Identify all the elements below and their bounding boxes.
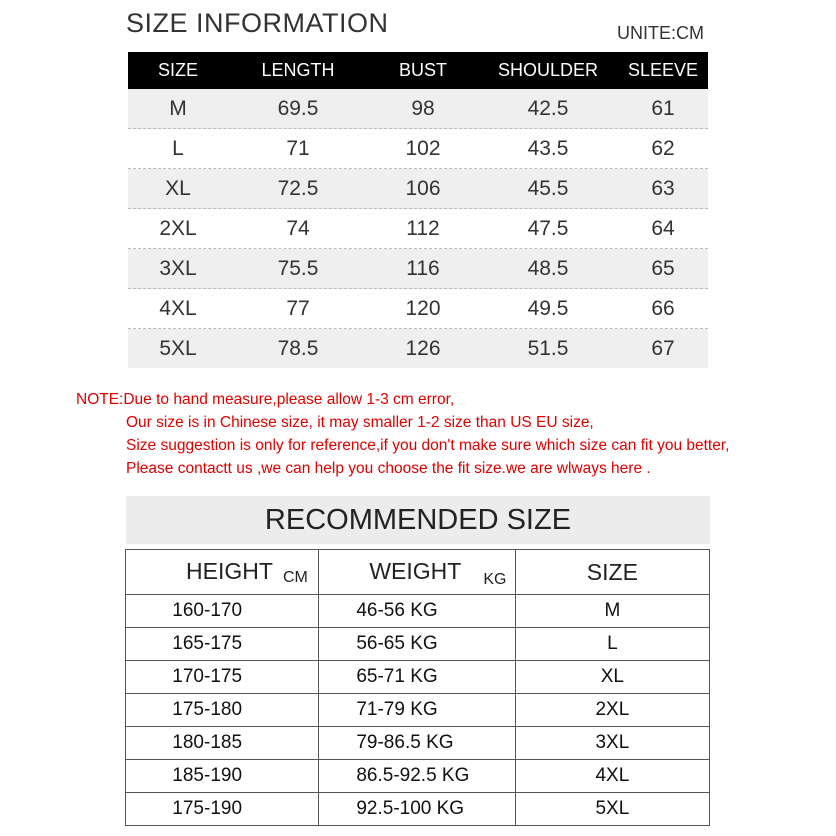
table-cell: L [515, 628, 709, 661]
table-cell: 106 [405, 176, 441, 200]
table-cell: 5XL [515, 793, 709, 826]
table-cell: 3XL [159, 256, 197, 280]
recommended-table-header [126, 550, 710, 595]
table-cell: XL [515, 661, 709, 694]
weight-header-label: WEIGHT [369, 558, 462, 584]
table-cell: 63 [651, 176, 675, 200]
table-row [126, 661, 710, 694]
table-cell: L [172, 136, 184, 160]
table-row [126, 727, 710, 760]
table-cell: 170-175 [126, 661, 319, 694]
table-row [126, 694, 710, 727]
column-header-bust: BUST [398, 60, 447, 80]
table-cell: 86.5-92.5 KG [319, 760, 515, 793]
table-cell: 65 [651, 256, 675, 280]
table-cell: 72.5 [277, 176, 319, 200]
table-row [128, 209, 708, 249]
table-cell: 66 [651, 296, 675, 320]
table-cell: 175-180 [126, 694, 319, 727]
table-cell: 79-86.5 KG [319, 727, 515, 760]
table-cell: 64 [651, 216, 675, 240]
table-cell: 48.5 [527, 256, 569, 280]
unit-label: UNITE:CM [617, 23, 704, 43]
note-line: Size suggestion is only for reference,if you don't make sure which size can fit you better, [126, 437, 730, 454]
table-row [128, 289, 708, 329]
table-cell: 47.5 [527, 216, 569, 240]
table-cell: 49.5 [527, 296, 569, 320]
table-cell: 51.5 [527, 336, 569, 360]
size-information-table [128, 52, 708, 368]
note-line: NOTE:Due to hand measure,please allow 1-3 cm error, [76, 391, 455, 408]
table-cell: 5XL [159, 336, 197, 360]
column-header-length: LENGTH [261, 60, 335, 80]
table-cell: 160-170 [126, 595, 319, 628]
table-cell: 77 [286, 296, 310, 320]
table-cell: 75.5 [277, 256, 319, 280]
recommended-size-title: RECOMMENDED SIZE [126, 496, 710, 544]
table-cell: 56-65 KG [319, 628, 515, 661]
column-header-size: SIZE [515, 550, 709, 595]
table-row [128, 129, 708, 169]
table-cell: 126 [405, 336, 441, 360]
table-cell: 120 [405, 296, 441, 320]
table-cell: 112 [406, 216, 440, 240]
table-row [126, 628, 710, 661]
table-cell: 71-79 KG [319, 694, 515, 727]
table-cell: 69.5 [277, 96, 319, 120]
note-line: Our size is in Chinese size, it may smaller 1-2 size than US EU size, [126, 414, 594, 431]
table-cell: 42.5 [527, 96, 569, 120]
height-header-label: HEIGHT [186, 558, 273, 584]
recommended-size-table [125, 549, 710, 826]
table-cell: 61 [651, 96, 675, 120]
table-cell: 67 [651, 336, 675, 360]
table-row [126, 793, 710, 826]
column-header-size: SIZE [157, 60, 198, 80]
table-row [128, 249, 708, 289]
table-row [126, 760, 710, 793]
table-cell: 2XL [159, 216, 197, 240]
table-cell: 116 [406, 256, 440, 280]
table-row [126, 595, 710, 628]
table-row [128, 329, 708, 368]
column-header-sleeve: SLEEVE [627, 60, 699, 80]
table-cell: XL [165, 176, 191, 200]
weight-unit-label: KG [483, 571, 507, 588]
note-block [76, 388, 729, 480]
table-cell: 78.5 [277, 336, 319, 360]
table-cell: 62 [651, 136, 675, 160]
table-cell: 3XL [515, 727, 709, 760]
table-cell: 165-175 [126, 628, 319, 661]
size-table-header [128, 52, 708, 89]
table-cell: M [515, 595, 709, 628]
note-line: Please contactt us ,we can help you choose the fit size.we are wlways here . [126, 460, 651, 477]
table-cell: 102 [405, 136, 441, 160]
height-unit-label: CM [283, 569, 308, 586]
table-cell: 4XL [515, 760, 709, 793]
table-cell: 74 [286, 216, 310, 240]
table-row [128, 169, 708, 209]
table-cell: 92.5-100 KG [319, 793, 515, 826]
size-information-title: SIZE INFORMATION [126, 8, 389, 38]
table-cell: 65-71 KG [319, 661, 515, 694]
table-cell: 185-190 [126, 760, 319, 793]
column-header-shoulder: SHOULDER [497, 60, 599, 80]
table-cell: 98 [411, 96, 435, 120]
table-cell: 43.5 [527, 136, 569, 160]
table-cell: M [169, 96, 187, 120]
table-cell: 2XL [515, 694, 709, 727]
column-header-weight [319, 550, 515, 595]
table-cell: 4XL [159, 296, 197, 320]
table-cell: 45.5 [527, 176, 569, 200]
table-cell: 71 [286, 136, 310, 160]
table-row [128, 89, 708, 129]
column-header-height [126, 550, 319, 595]
table-cell: 46-56 KG [319, 595, 515, 628]
table-cell: 175-190 [126, 793, 319, 826]
table-cell: 180-185 [126, 727, 319, 760]
